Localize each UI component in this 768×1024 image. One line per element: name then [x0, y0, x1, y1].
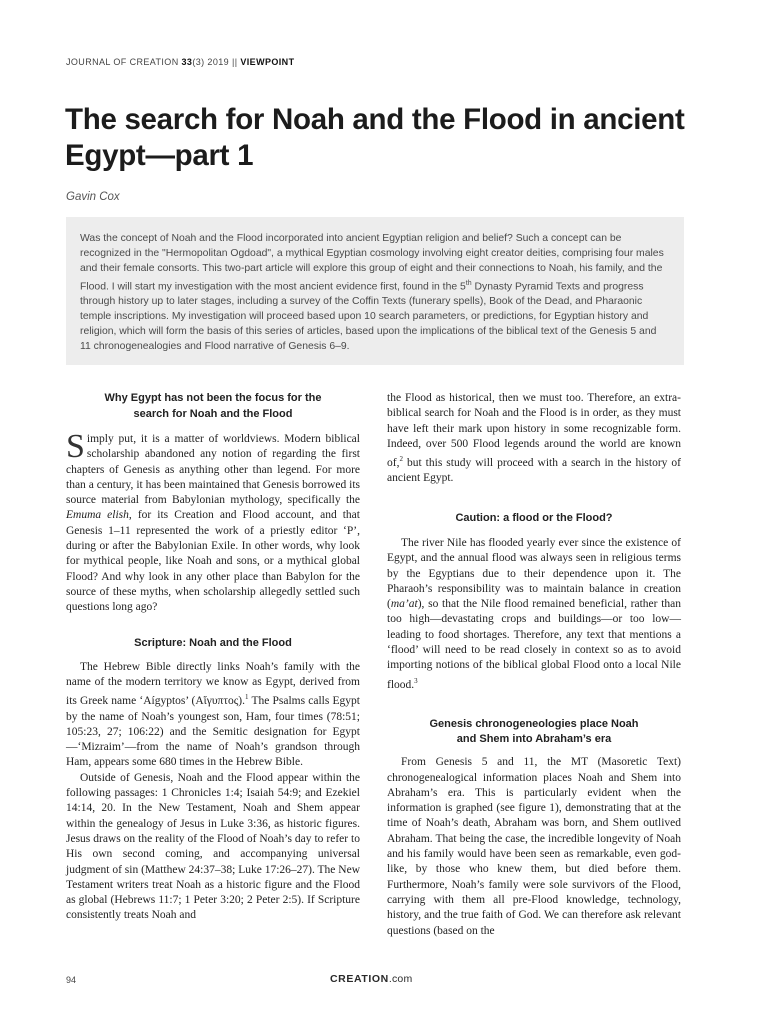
abstract-part1: Was the concept of Noah and the Flood incorporated into ancient Egyptian religion and belief? Such a concept can be recognized in the "Hermopolitan Ogdoad", a mythical Egyptian cosmology involving eight creator deities, comprising four males and their female consorts. This two-part article will explore this group of eight and their connections to Noah, his family, and the Flood. I will start my investigation with the most ancient evidence first, found in the 5	[80, 233, 664, 293]
right-column	[387, 391, 681, 939]
paragraph-continued	[387, 391, 681, 487]
journal-name: JOURNAL OF CREATION	[66, 57, 179, 67]
paragraph-outside-genesis: Outside of Genesis, Noah and the Flood appear within the following passages: 1 Chronicles 1:4; Isaiah 54:9; and Ezekiel 14:14, 20. In the New Testament, Noah and Shem appear within the genealogy of Jesus in Luke 3:36, as historic figures. Jesus draws on the reality of the Flood of Noah’s day to refer to His own second coming, and accompanying universal judgment of sin (Matthew 24:37–38; Luke 17:26–27). The New Testament writers treat Noah as a historic figure and the Flood as global (Hebrews 11:7; 1 Peter 3:20; 2 Peter 2:5). If Scripture consistently treats Noah and	[66, 771, 360, 922]
paragraph-worldviews-a: imply put, it is a matter of worldviews. Modern biblical scholarship abandoned any notion of regarding the first chapters of Genesis as anything other than legend. For more than a century, it has been maintained that Genesis borrowed its source material from Babylonian mythology, specifically the	[66, 433, 360, 507]
paragraph-nile-flood-a: The river Nile has flooded yearly ever since the existence of Egypt, and the annual flood was always seen in religious terms by the Egyptians due to their dependence upon it. The Pharaoh’s responsibility was to maintain balance in creation (	[387, 536, 681, 611]
paragraph-worldviews-b: , for its Creation and Flood account, and that Genesis 1–11 represented the work of a priestly editor ‘P’, during or after the Babylonian Exile. In other words, why look for mythical people, like Noah and sons, or a mythical global Flood? And why look in any other place than Babylon for the source of these myths, when scholarship allegedly settled such questions long ago?	[66, 509, 360, 614]
article-title: The search for Noah and the Flood in ancient Egypt—part 1	[65, 103, 685, 172]
left-column	[66, 390, 360, 924]
journal-issue-year: (3) 2019	[192, 57, 230, 67]
section-heading-caution: Caution: a flood or the Flood?	[455, 511, 613, 524]
footnote-ref-3: 3	[414, 676, 418, 685]
abstract-text	[80, 231, 670, 354]
abstract-superscript: th	[465, 280, 472, 287]
running-header	[66, 57, 294, 67]
creation-logo-text: CREATION	[330, 973, 389, 985]
paragraph-hebrew-bible-a: The Hebrew Bible directly links Noah’s family with the name of the modern territory we know as Egypt, derived from its Greek name ‘Aígyptos’ (Αἴγυπτος).	[66, 660, 360, 708]
journal-volume: 33	[181, 57, 193, 67]
paragraph-genesis-5-11: From Genesis 5 and 11, the MT (Masoretic Text) chronogenealogical information places Noah and Shem into Abraham’s era. This is particularly evident when the information is graphed (see figure 1), demonstrating that at the time of Noah’s death, Abraham was born, and Shem outlived Abraham. That being the case, the incredible longevity of Noah and his family would have been seen as remarkable, even god-like, by those who knew them, but died before them. Furthermore, Noah’s family were sole survivors of the Flood, carrying with them all pre-Flood knowledge, technology, history, and the true faith of God. We can therefore ask relevant questions (based on the	[387, 756, 681, 937]
emuma-elish-italic: Emuma elish	[66, 509, 129, 522]
section-heading-chronogeneologies: Genesis chronogeneologies place Noah and Shem into Abraham’s era	[429, 717, 639, 745]
creation-logo-suffix: .com	[388, 973, 413, 985]
paragraph-nile-flood-b: ), so that the Nile flood remained beneficial, rather than too high—devastating crops and buildings—or too low—leading to food shortages. Therefore, any text that mentions a ‘flood’ will need to be read closely in context so as to avoid importing notions of the biblical global Flood onto a local Nile flood.	[387, 598, 681, 691]
paragraph-nile-flood	[387, 536, 681, 693]
paragraph-hebrew-bible-b: The Psalms calls Egypt by the name of Noah’s youngest son, Ham, four times (78:51; 105:23, 27; 106:22) and the Semitic designation for Egypt—‘Mizraim’—from the name of Noah’s grandson through Ham, appears some 680 times in the Hebrew Bible.	[66, 695, 360, 769]
section-label: VIEWPOINT	[240, 57, 295, 67]
header-separator: ||	[231, 57, 238, 67]
abstract-part2: Dynasty Pyramid Texts and progress through history up to later stages, including a survey of the Coffin Texts (funerary spells), Book of the Dead, and Pharaonic temple inscriptions. My investigation will proceed based upon 10 search parameters, or predictions, for Egyptian history and religion, which will form the basis of this series of articles, based upon the implications of the biblical text of the Genesis 5 and 11 chronogenealogies and Flood narrative of Genesis 6–9.	[80, 281, 657, 353]
paragraph-continued-b: but this study will proceed with a search in the history of ancient Egypt.	[387, 457, 681, 485]
maat-italic: ma’at	[390, 598, 418, 611]
drop-cap: S	[66, 428, 85, 465]
footnote-ref-1: 1	[244, 693, 249, 702]
section-heading-why-egypt: Why Egypt has not been the focus for the search for Noah and the Flood	[104, 392, 322, 420]
section-heading-scripture: Scripture: Noah and the Flood	[134, 636, 292, 649]
creation-logo	[330, 973, 412, 985]
paragraph-hebrew-bible	[66, 660, 360, 771]
footnote-ref-2: 2	[399, 455, 403, 464]
page-number: 94	[66, 975, 77, 985]
paragraph-worldviews	[66, 428, 360, 616]
abstract-box	[66, 217, 684, 365]
author-name: Gavin Cox	[66, 191, 120, 203]
paragraph-continued-a: the Flood as historical, then we must too. Therefore, an extra-biblical search for Noah and the Flood is in order, as they must have left their mark upon history in some recognizable form. Indeed, over 500 Flood legends around the world are known of,	[387, 392, 681, 470]
